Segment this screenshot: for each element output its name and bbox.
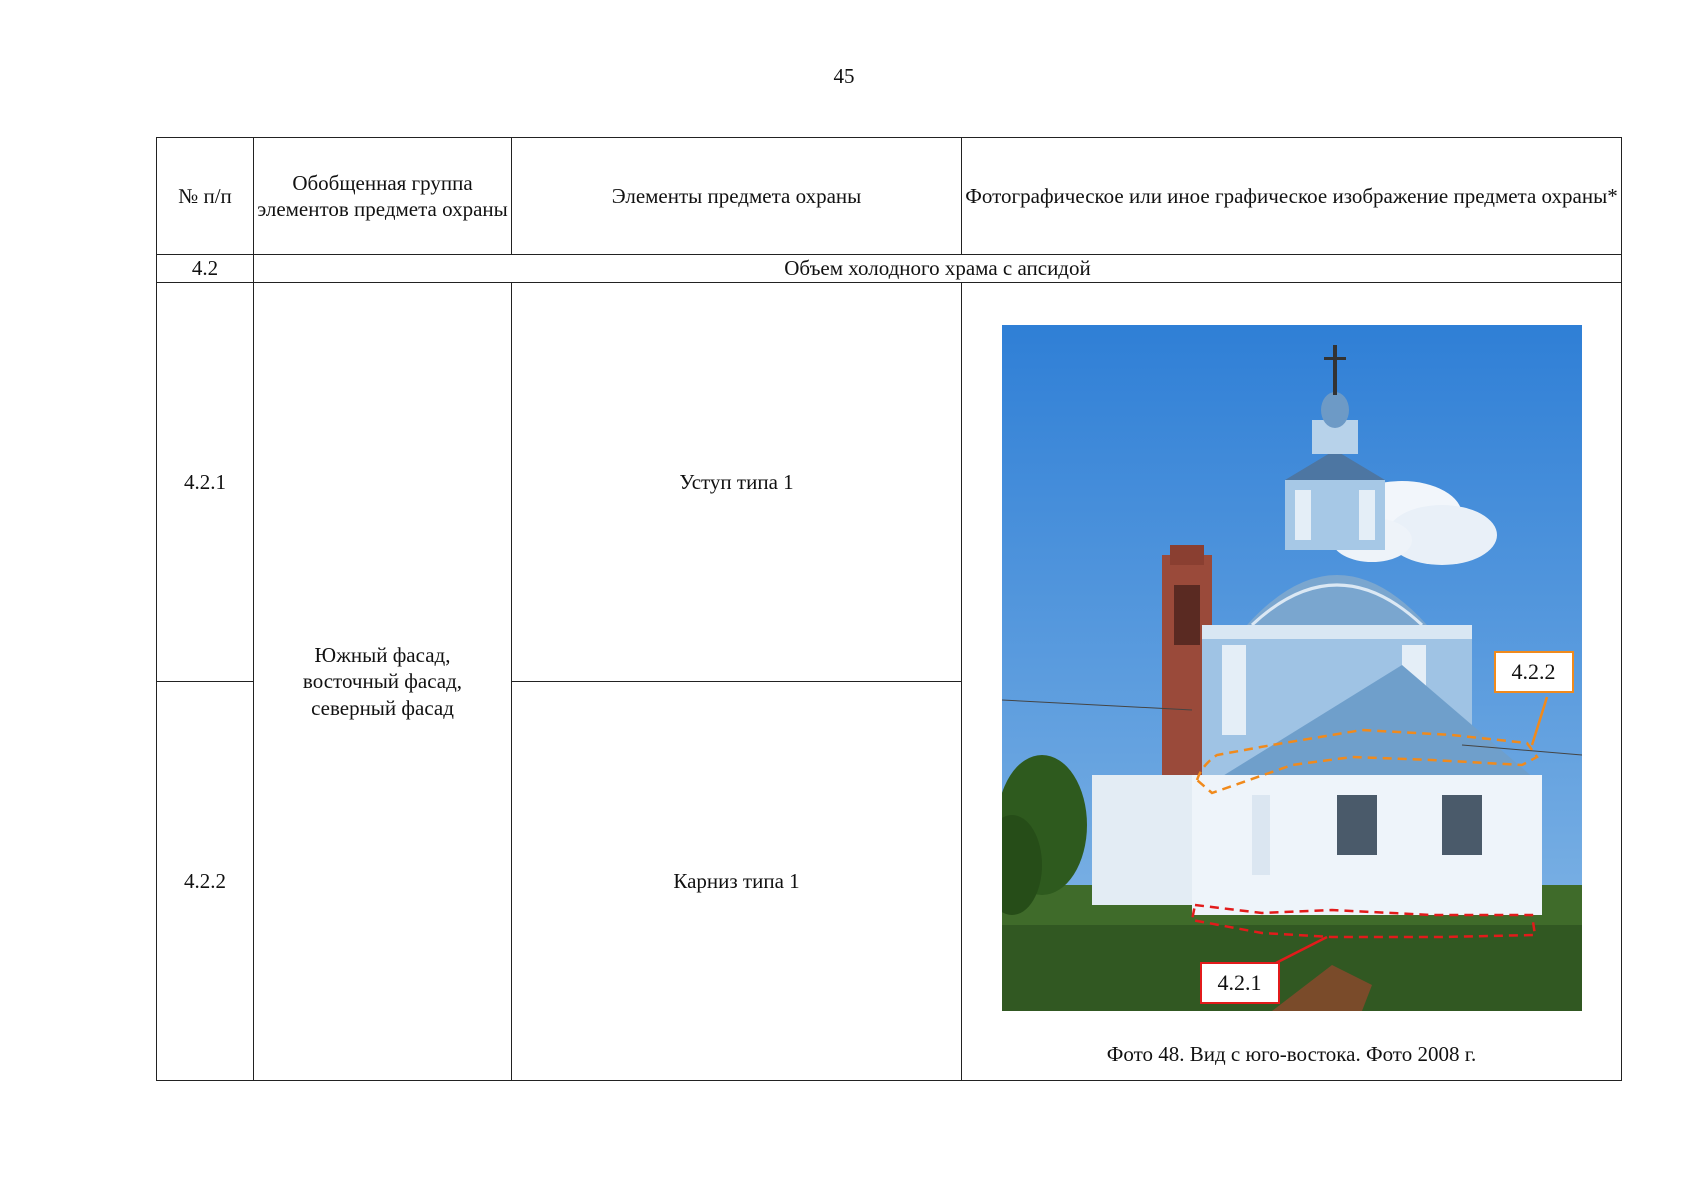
row-number: 4.2.2	[157, 682, 254, 1081]
protection-table	[156, 137, 1622, 1081]
row-number: 4.2.1	[157, 283, 254, 682]
header-elements: Элементы предмета охраны	[512, 138, 962, 255]
callout-4-2-1: 4.2.1	[1200, 962, 1280, 1004]
section-row	[157, 255, 1622, 283]
element-cell: Карниз типа 1	[512, 682, 962, 1081]
element-cell: Уступ типа 1	[512, 283, 962, 682]
header-number: № п/п	[157, 138, 254, 255]
callout-4-2-2: 4.2.2	[1494, 651, 1574, 693]
table-row	[157, 283, 1622, 682]
photo-caption: Фото 48. Вид с юго-востока. Фото 2008 г.	[1106, 1041, 1477, 1066]
header-image: Фотографическое или иное графическое изображение предмета охраны*	[962, 138, 1622, 255]
section-number: 4.2	[157, 255, 254, 283]
header-group: Обобщенная группа элементов предмета охраны	[254, 138, 512, 255]
section-title: Объем холодного храма с апсидой	[254, 255, 1622, 283]
group-cell: Южный фасад, восточный фасад, северный фасад	[254, 283, 512, 1081]
table-header-row	[157, 138, 1622, 255]
photo-cell	[962, 283, 1622, 1081]
church-photo	[1002, 325, 1582, 1011]
page-number: 45	[833, 64, 855, 88]
